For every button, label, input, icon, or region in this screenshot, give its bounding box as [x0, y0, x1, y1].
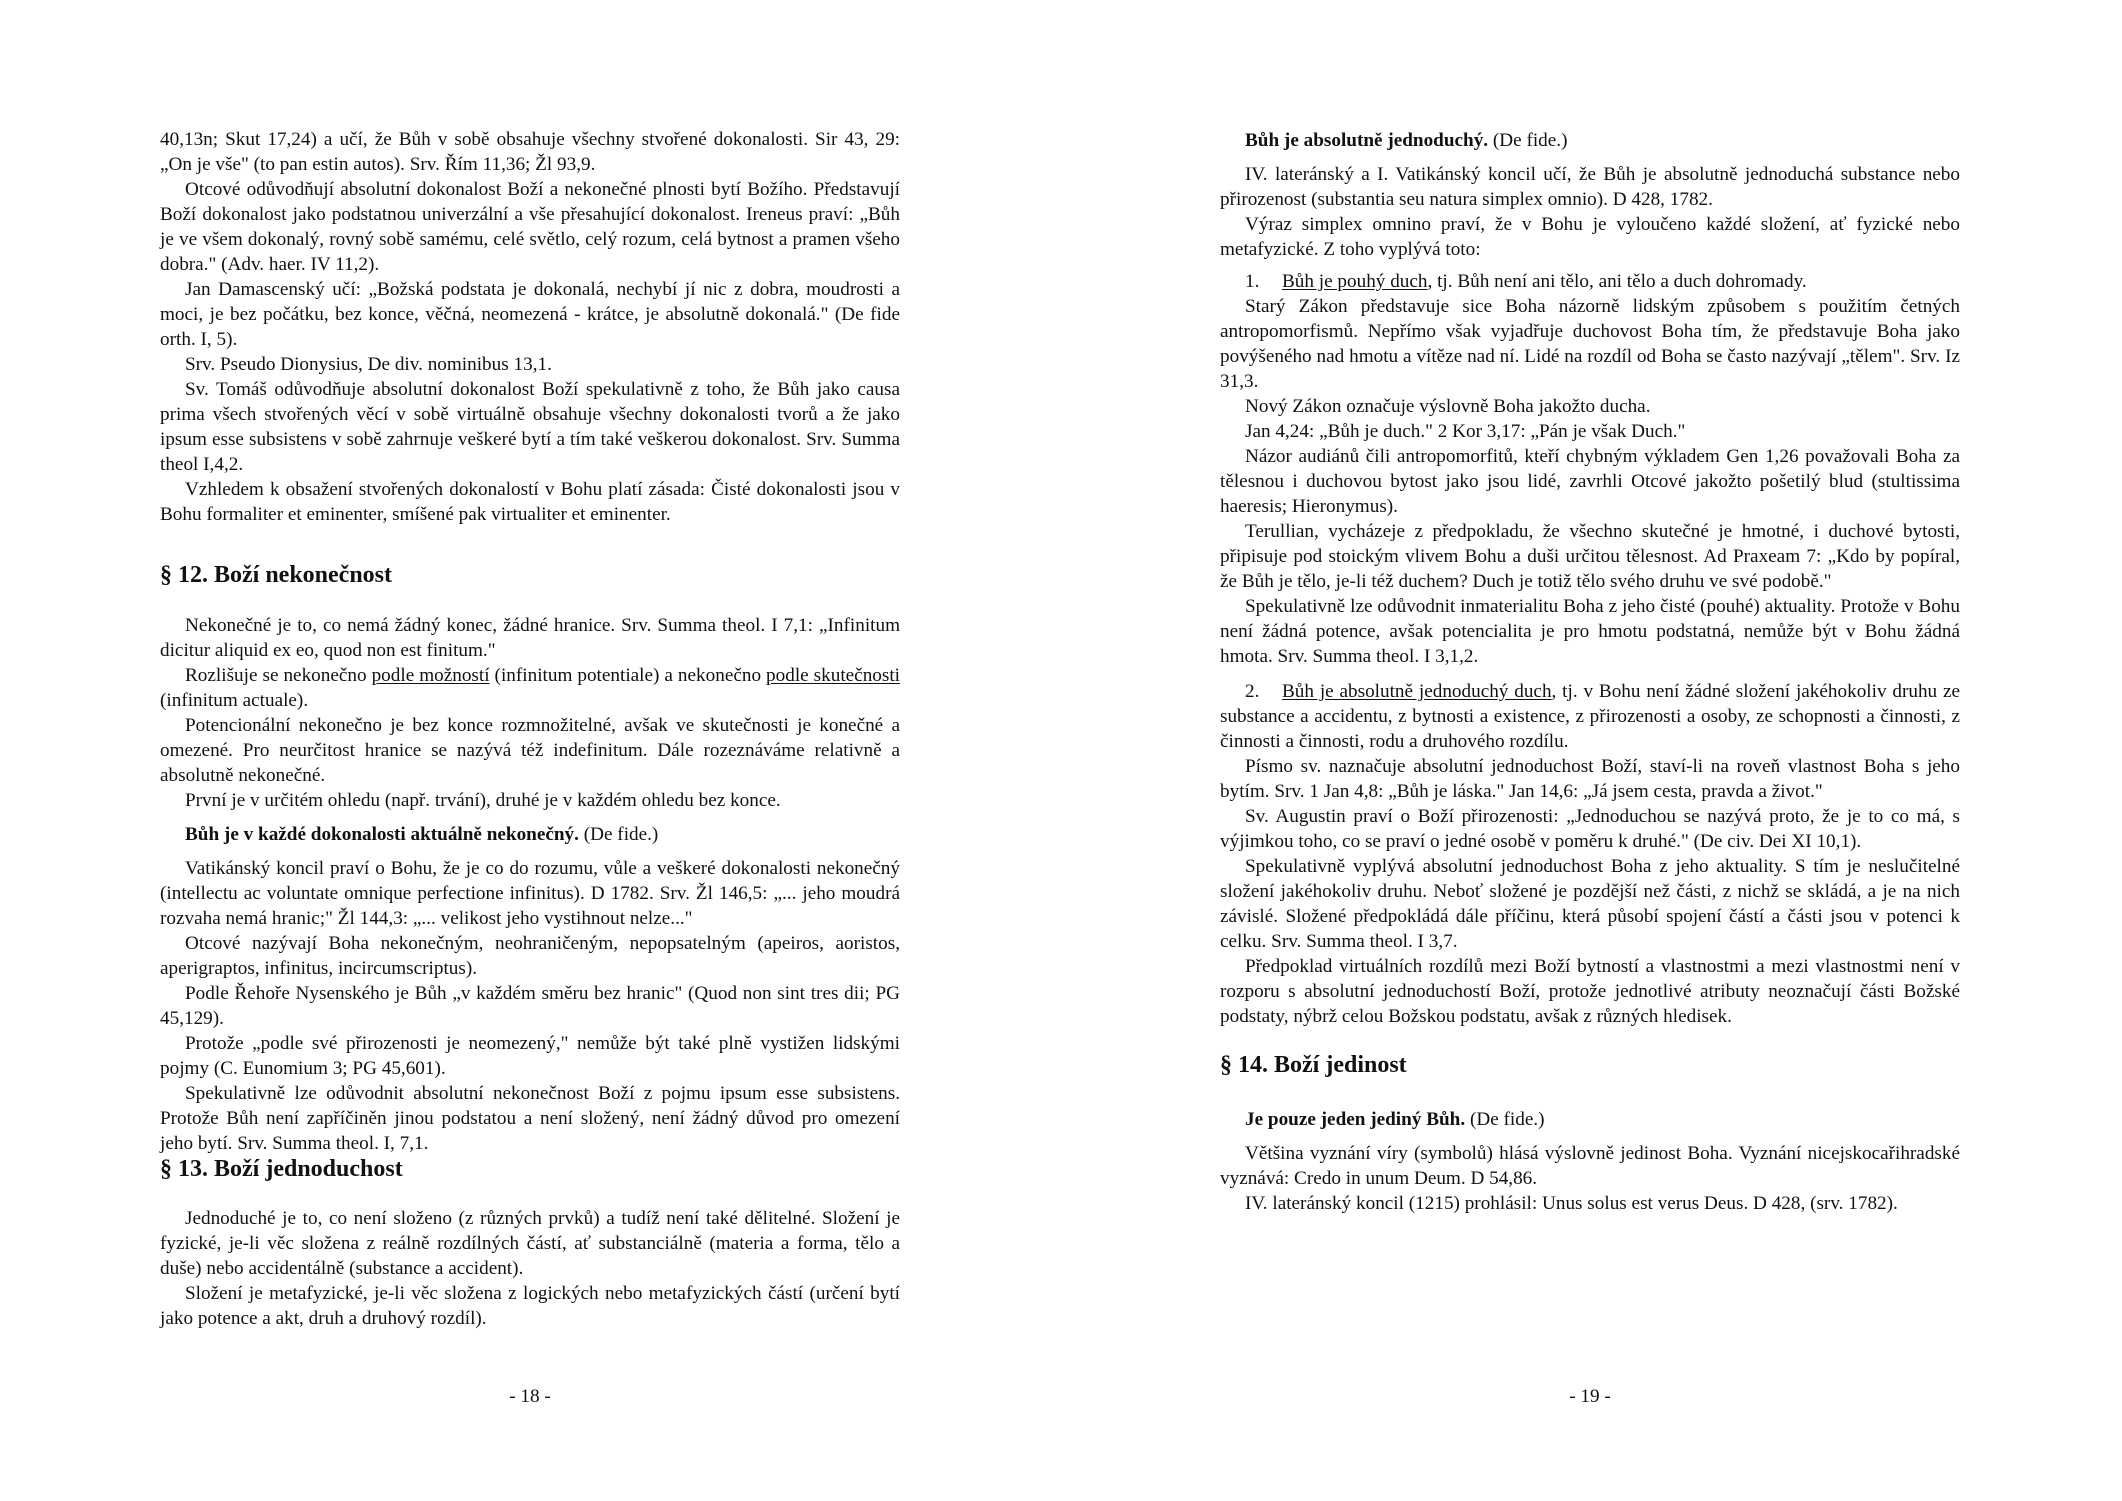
section-heading-12: § 12. Boží nekonečnost — [160, 562, 393, 588]
paragraph: Nekonečné je to, co nemá žádný konec, žádné hranice. Srv. Summa theol. I 7,1: „Infinitum dicitur aliquid ex eo, quod non est finitum." — [160, 615, 900, 661]
text: , tj. Bůh není ani tělo, ani tělo a duch dohromady. — [1427, 271, 1807, 292]
paragraph: Většina vyznání víry (symbolů) hlásá výslovně jedinost Boha. Vyznání nicejskocařihradské vyznává: Credo in unum Deum. D 54,86. — [1220, 1143, 1960, 1189]
text: , tj. v Bohu není žádné složení jakéhokoliv druhu ze substance a accidentu, z bytnosti a existence, z přirozenosti a osoby, ze schopnosti a činnosti, z činnosti a činnosti, rodu a druhového rozdílu. — [1220, 681, 1961, 752]
paragraph: Terullian, vycházeje z předpokladu, že všechno skutečné je hmotné, i duchové bytosti, připisuje pod stoickým vlivem Bohu a duši určitou tělesnost. Ad Praxeam 7: „Kdo by popíral, že Bůh je tělo, je-li též duchem? Duch je totiž tělo svého druhu ve své podobě." — [1220, 521, 1960, 592]
paragraph: Vzhledem k obsažení stvořených dokonalostí v Bohu platí zásada: Čisté dokonalosti jsou v Bohu formaliter et eminenter, smíšené pak virtualiter et eminenter. — [160, 479, 900, 525]
paragraph: Starý Zákon představuje sice Boha názorně lidským způsobem s použitím četných antropomorfismů. Nepřímo však vyjadřuje duchovost Boha tím, že představuje Boha jako povýšeného nad hmotu a vítěze nad ní. Lidé na rozdíl od Boha se často nazývají „tělem". Srv. Iz 31,3. — [1220, 296, 1960, 392]
paragraph — [160, 663, 900, 713]
text: Rozlišuje se nekonečno — [185, 665, 372, 686]
paragraph: Předpoklad virtuálních rozdílů mezi Boží bytností a vlastnostmi a mezi vlastnostmi není v rozporu s absolutní jednoduchostí Boží, protože jednotlivé atributy neoznačují části Božské podstaty, nýbrž celou Božskou podstatu, avšak z různých hledisek. — [1220, 956, 1960, 1027]
text: (infinitum potentiale) a nekonečno — [489, 665, 767, 686]
underlined-term: podle skutečnosti — [766, 665, 901, 686]
paragraph: Sv. Tomáš odůvodňuje absolutní dokonalost Boží spekulativně z toho, že Bůh jako causa prima všech stvořených věcí v sobě virtuálně obsahuje všechny dokonalosti tvorů a že jako ipsum esse subsistens v sobě zahrnuje veškeré bytí a tím také veškerou dokonalost. Srv. Summa theol I,4,2. — [160, 379, 900, 475]
paragraph: Nový Zákon označuje výslovně Boha jakožto ducha. — [1245, 396, 1651, 417]
page-number: - 18 - — [509, 1386, 551, 1407]
thesis-bold: Je pouze jeden jediný Bůh. — [1245, 1109, 1466, 1130]
underlined-term: Bůh je absolutně jednoduchý duch — [1282, 681, 1552, 702]
paragraph: Výraz simplex omnino praví, že v Bohu je vyloučeno každé složení, ať fyzické nebo metafyzické. Z toho vyplývá toto: — [1220, 214, 1960, 260]
paragraph: Spekulativně lze odůvodnit absolutní nekonečnost Boží z pojmu ipsum esse subsistens. Protože Bůh není zapříčiněn jinou podstatou a není složený, není žádný důvod pro omezení jeho bytí. Srv. Summa theol. I, 7,1. — [160, 1083, 900, 1154]
paragraph: Otcové odůvodňují absolutní dokonalost Boží a nekonečné plnosti bytí Božího. Představují Boží dokonalost jako podstatnou univerzální a vše přesahující dokonalost. Ireneus praví: „Bůh je ve všem dokonalý, rovný sobě samému, celé světlo, celý rozum, celá bytnost a pramen všeho dobra." (Adv. haer. IV 11,2). — [160, 179, 900, 275]
underlined-term: Bůh je pouhý duch — [1282, 271, 1428, 292]
paragraph: Podle Řehoře Nysenského je Bůh „v každém směru bez hranic" (Quod non sint tres dii; PG 45,129). — [160, 983, 900, 1029]
paragraph: Jednoduché je to, co není složeno (z různých prvků) a tudíž není také dělitelné. Složení je fyzické, je-li věc složena z reálně rozdílných částí, ať substanciálně (materia a forma, tělo a duše) nebo accidentálně (substance a accident). — [160, 1208, 900, 1279]
paragraph: Názor audiánů čili antropomorfitů, kteří chybným výkladem Gen 1,26 považovali Boha za tělesnou i duchovou bytost jako jsou lidé, zavrhli Otcové jakožto pošetilý blud (stultissima haeresis; Hieronymus). — [1220, 446, 1960, 517]
thesis — [1220, 1107, 1960, 1132]
paragraph: První je v určitém ohledu (např. trvání), druhé je v každém ohledu bez konce. — [185, 790, 781, 811]
paragraph: IV. lateránský a I. Vatikánský koncil učí, že Bůh je absolutně jednoduchá substance nebo přirozenost (substantia seu natura simplex omnio). D 428, 1782. — [1220, 164, 1960, 210]
thesis — [160, 822, 900, 847]
paragraph: Sv. Augustin praví o Boží přirozenosti: „Jednoduchou se nazývá proto, že je to co má, s výjimkou toho, co se praví o jedné osobě v poměru k druhé." (De civ. Dei XI 10,1). — [1220, 806, 1960, 852]
underlined-term: podle možností — [371, 665, 490, 686]
paragraph: Jan Damascenský učí: „Božská podstata je dokonalá, nechybí jí nic z dobra, moudrosti a moci, je bez počátku, bez konce, věčná, neomezená - krátce, je absolutně dokonalá." (De fide orth. I, 5). — [160, 279, 900, 350]
thesis-bold: Bůh je absolutně jednoduchý. — [1245, 130, 1489, 151]
thesis-note: (De fide.) — [1488, 130, 1568, 151]
page-19 — [1220, 128, 1960, 1216]
paragraph: Spekulativně lze odůvodnit inmaterialitu Boha z jeho čisté (pouhé) aktuality. Protože v Bohu není žádná potence, avšak potencialita je pro hmotu podstatná, nemůže být v Bohu žádná hmota. Srv. Summa theol. I 3,1,2. — [1220, 596, 1960, 667]
page-number: - 19 - — [1569, 1386, 1611, 1407]
section-heading-14: § 14. Boží jedinost — [1220, 1052, 1407, 1078]
paragraph: Potencionální nekonečno je bez konce rozmnožitelné, avšak ve skutečnosti je konečné a omezené. Pro neurčitost hranice se nazývá též indefinitum. Dále rozeznáváme relativně a absolutně nekonečné. — [160, 715, 900, 786]
thesis — [1220, 128, 1960, 153]
paragraph: Srv. Pseudo Dionysius, De div. nominibus 13,1. — [185, 354, 552, 375]
thesis-note: (De fide.) — [1465, 1109, 1545, 1130]
paragraph: Protože „podle své přirozenosti je neomezený," nemůže být také plně vystižen lidskými pojmy (C. Eunomium 3; PG 45,601). — [160, 1033, 900, 1079]
section-heading-13: § 13. Boží jednoduchost — [160, 1156, 403, 1182]
thesis-bold: Bůh je v každé dokonalosti aktuálně nekonečný. — [185, 824, 579, 845]
text: (infinitum actuale). — [160, 690, 309, 711]
paragraph: Spekulativně vyplývá absolutní jednoduchost Boha z jeho aktuality. S tím je neslučitelné složení jakéhokoliv druhu. Neboť složené je pozdější než části, z nichž se skládá, a je na nich závislé. Složené předpokládá dále příčinu, která působí spojení částí a části jsou v potenci k celku. Srv. Summa theol. I 3,7. — [1220, 856, 1960, 952]
paragraph: 40,13n; Skut 17,24) a učí, že Bůh v sobě obsahuje všechny stvořené dokonalosti. Sir 43, 29: „On je vše" (to pan estin autos). Srv. Řím 11,36; Žl 93,9. — [160, 129, 900, 175]
list-number: 2. — [1245, 681, 1260, 702]
paragraph: Písmo sv. naznačuje absolutní jednoduchost Boží, staví-li na roveň vlastnost Boha s jeho bytím. Srv. 1 Jan 4,8: „Bůh je láska." Jan 14,6: „Já jsem cesta, pravda a život." — [1220, 756, 1960, 802]
paragraph: Vatikánský koncil praví o Bohu, že je co do rozumu, vůle a veškeré dokonalosti nekonečný (intellectu ac voluntate omnique perfectione infinitus). D 1782. Srv. Žl 146,5: „... jeho moudrá rozvaha nemá hranic;" Žl 144,3: „... velikost jeho vystihnout nelze..." — [160, 858, 900, 929]
page-18 — [160, 127, 900, 1331]
paragraph: Otcové nazývají Boha nekonečným, neohraničeným, nepopsatelným (apeiros, aoristos, aperigraptos, infinitus, incircumscriptus). — [160, 933, 900, 979]
list-number: 1. — [1245, 271, 1260, 292]
paragraph: IV. lateránský koncil (1215) prohlásil: Unus solus est verus Deus. D 428, (srv. 1782). — [1245, 1193, 1898, 1214]
paragraph: Jan 4,24: „Bůh je duch." 2 Kor 3,17: „Pán je však Duch." — [1245, 421, 1686, 442]
list-item — [1220, 269, 1960, 294]
thesis-note: (De fide.) — [578, 824, 659, 845]
list-item — [1220, 679, 1960, 754]
paragraph: Složení je metafyzické, je-li věc složena z logických nebo metafyzických částí (určení bytí jako potence a akt, druh a druhový rozdíl). — [160, 1283, 900, 1329]
